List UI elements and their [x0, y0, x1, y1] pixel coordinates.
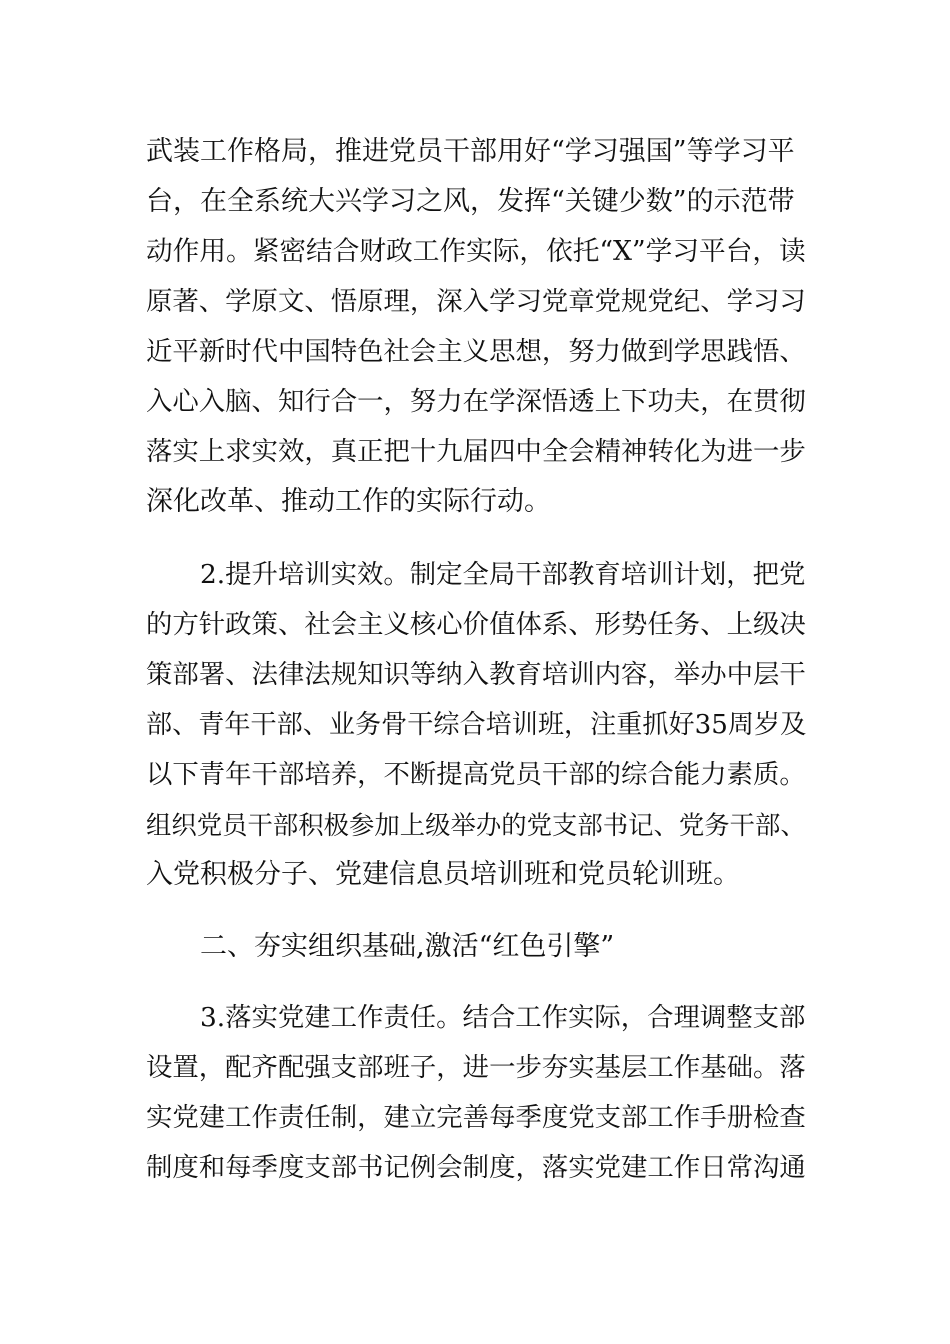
paragraph-line: 台，在全系统大兴学习之风，发挥“关键少数”的示范带: [146, 186, 795, 217]
paragraph-line: 入心入脑、知行合一，努力在学深悟透上下功夫，在贯彻: [146, 386, 806, 417]
paragraph-line: 制度和每季度支部书记例会制度，落实党建工作日常沟通: [146, 1152, 806, 1183]
paragraph-line: 以下青年干部培养，不断提高党员干部的综合能力素质。: [146, 759, 806, 790]
paragraph-line: 组织党员干部积极参加上级举办的党支部书记、党务干部、: [146, 810, 806, 840]
paragraph-line: 实党建工作责任制，建立完善每季度党支部工作手册检查: [146, 1102, 806, 1133]
paragraph-line: 近平新时代中国特色社会主义思想，努力做到学思践悟、: [146, 336, 806, 367]
paragraph-line: 3.落实党建工作责任。结合工作实际，合理调整支部: [200, 1003, 806, 1033]
paragraph-line: 动作用。紧密结合财政工作实际，依托“X”学习平台，读: [146, 236, 806, 267]
paragraph-line: 深化改革、推动工作的实际行动。: [146, 486, 551, 517]
paragraph-line: 原著、学原文、悟原理，深入学习党章党规党纪、学习习: [146, 286, 806, 317]
paragraph-line: 设置，配齐配强支部班子，进一步夯实基层工作基础。落: [146, 1052, 806, 1083]
paragraph-line: 落实上求实效，真正把十九届四中全会精神转化为进一步: [146, 436, 806, 467]
paragraph-line: 策部署、法律法规知识等纳入教育培训内容，举办中层干: [146, 659, 806, 690]
paragraph-line: 入党积极分子、党建信息员培训班和党员轮训班。: [146, 859, 740, 890]
paragraph-line: 武装工作格局，推进党员干部用好“学习强国”等学习平: [146, 136, 795, 167]
paragraph-line: 的方针政策、社会主义核心价值体系、形势任务、上级决: [146, 609, 806, 640]
paragraph-line: 2.提升培训实效。制定全局干部教育培训计划，把党: [200, 560, 806, 590]
paragraph-line: 部、青年干部、业务骨干综合培训班，注重抓好35周岁及: [146, 710, 807, 740]
section-heading: 二、夯实组织基础,激活“红色引擎”: [200, 931, 615, 962]
